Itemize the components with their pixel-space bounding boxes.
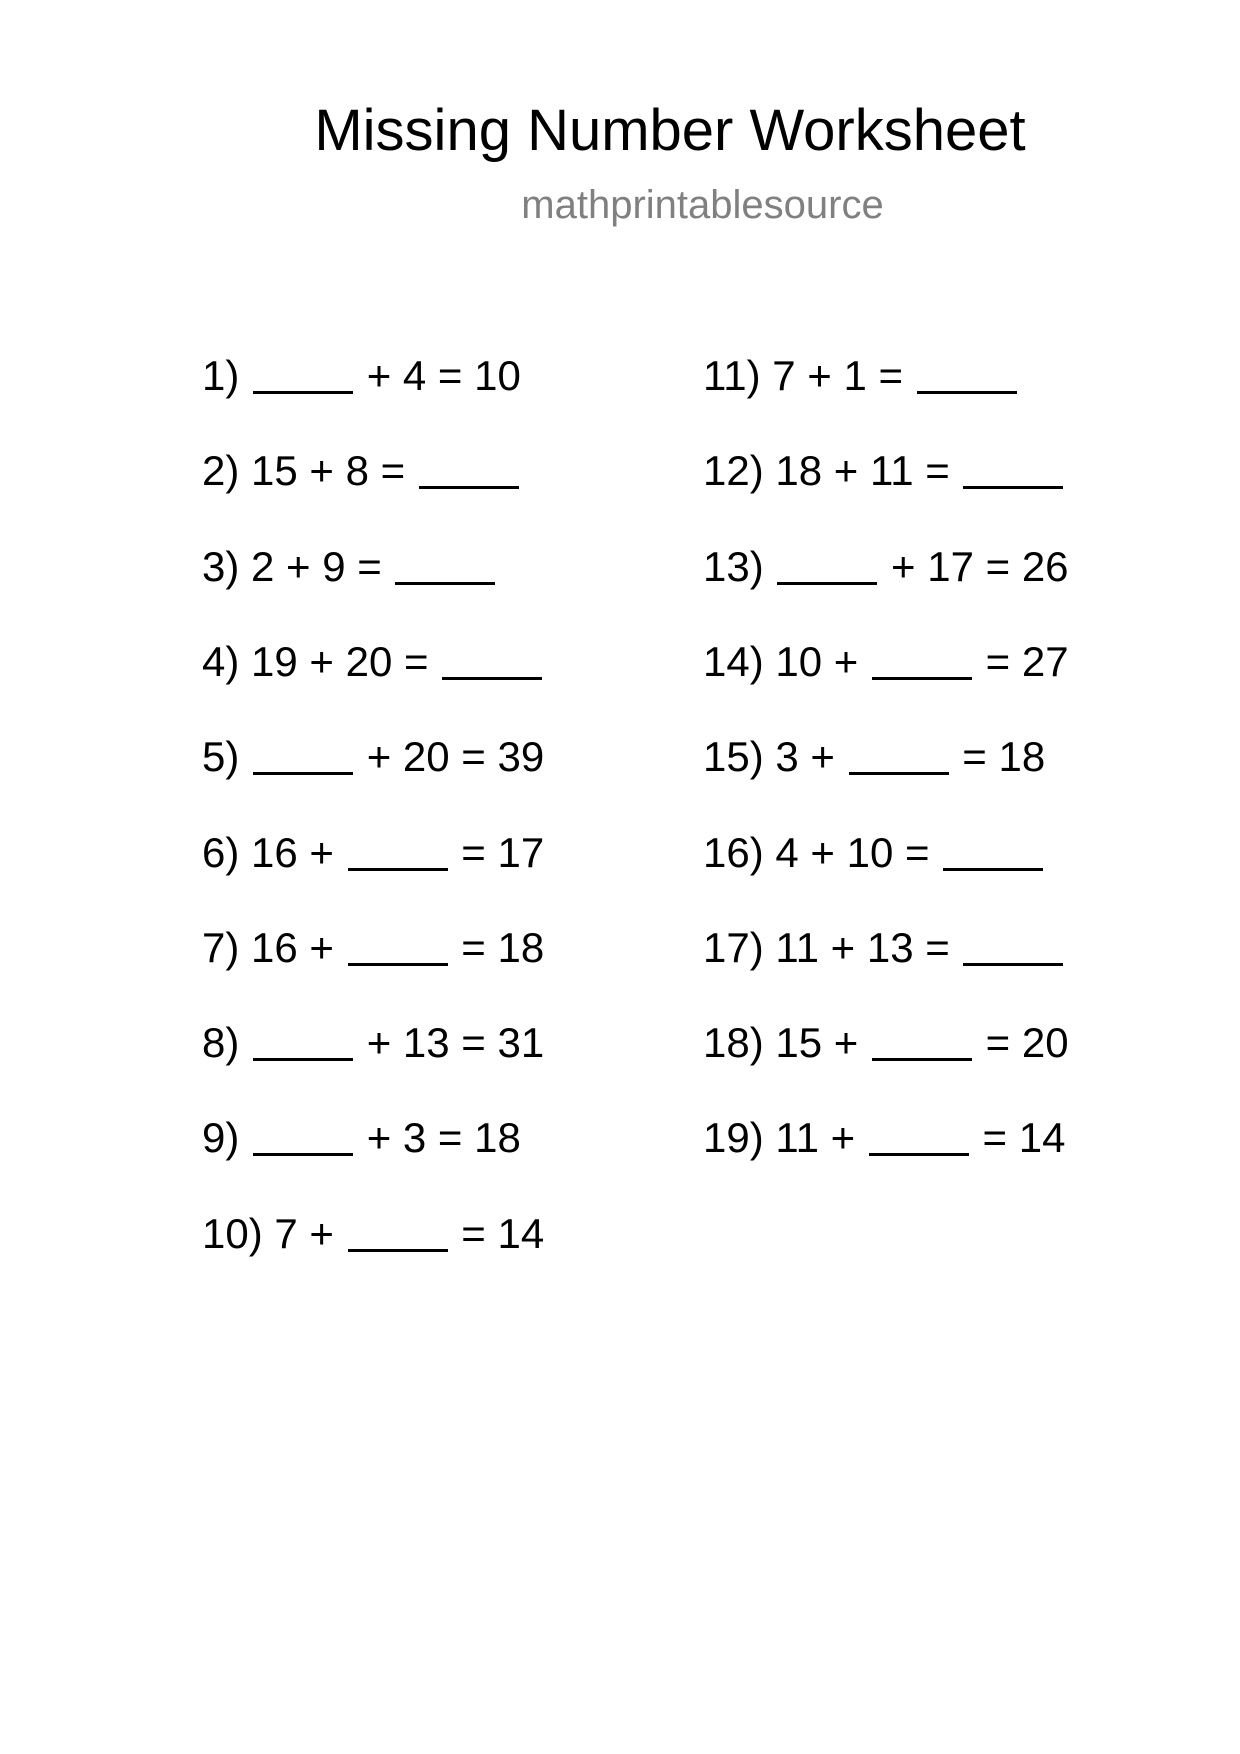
problem-item	[703, 447, 1065, 495]
problem-text: + 20 = 39	[355, 733, 545, 781]
problem-item	[202, 352, 521, 400]
answer-blank[interactable]	[395, 582, 495, 585]
problem-number: 3)	[202, 542, 240, 590]
problem-number: 8)	[202, 1019, 240, 1067]
problem-text: 19 + 20 =	[239, 637, 441, 685]
problem-text: + 17 = 26	[879, 542, 1069, 590]
problem-number: 11)	[703, 352, 761, 399]
problem-item	[202, 447, 521, 495]
problem-text: 11 +	[763, 1114, 867, 1162]
answer-blank[interactable]	[419, 486, 519, 489]
problem-text: = 20	[973, 1019, 1069, 1067]
problem-item	[202, 829, 544, 877]
answer-blank[interactable]	[869, 1153, 969, 1156]
problem-text: = 18	[950, 733, 1046, 781]
answer-blank[interactable]	[253, 1058, 353, 1061]
problem-number: 18)	[703, 1019, 764, 1067]
problem-text: 16 +	[239, 923, 346, 971]
answer-blank[interactable]	[917, 391, 1017, 394]
problem-number: 13)	[703, 542, 764, 590]
answer-blank[interactable]	[253, 391, 353, 394]
problem-number: 17)	[703, 923, 764, 971]
problem-number: 15)	[703, 733, 764, 781]
problem-item	[703, 924, 1065, 972]
problem-text: 7 + 1 =	[760, 352, 915, 399]
problem-item	[703, 1019, 1069, 1067]
answer-blank[interactable]	[348, 1249, 448, 1252]
problem-text: 7 +	[262, 1209, 346, 1257]
answer-blank[interactable]	[348, 963, 448, 966]
problem-text: + 4 = 10	[355, 352, 521, 399]
problem-text: 4 + 10 =	[763, 828, 942, 876]
page-subtitle: mathprintablesource	[521, 183, 884, 227]
problem-number: 14)	[703, 637, 764, 685]
problem-item	[703, 829, 1045, 877]
problem-text: = 18	[449, 923, 545, 971]
problem-number: 5)	[202, 733, 240, 781]
answer-blank[interactable]	[253, 772, 353, 775]
problem-number: 19)	[703, 1114, 764, 1162]
answer-blank[interactable]	[442, 677, 542, 680]
problem-number: 6)	[202, 828, 240, 876]
problem-item	[202, 638, 544, 686]
problem-text: + 3 = 18	[355, 1114, 521, 1162]
problem-number: 2)	[202, 447, 240, 495]
problem-text: 15 + 8 =	[239, 447, 417, 495]
problem-text: = 27	[973, 637, 1069, 685]
problem-item	[703, 1114, 1065, 1162]
answer-blank[interactable]	[963, 963, 1063, 966]
answer-blank[interactable]	[348, 868, 448, 871]
problem-text: = 14	[970, 1114, 1066, 1162]
problem-number: 4)	[202, 637, 240, 685]
answer-blank[interactable]	[963, 486, 1063, 489]
problem-text: 16 +	[239, 828, 346, 876]
problem-item	[703, 733, 1045, 781]
problem-item	[202, 924, 544, 972]
problem-text: = 14	[449, 1209, 545, 1257]
problem-number: 10)	[202, 1209, 263, 1257]
problem-item	[202, 1114, 521, 1162]
problem-item	[703, 543, 1069, 591]
problem-text: 2 + 9 =	[239, 542, 394, 590]
problem-text: + 13 = 31	[355, 1019, 545, 1067]
problem-text: 3 +	[763, 733, 847, 781]
answer-blank[interactable]	[777, 582, 877, 585]
problem-number: 16)	[703, 828, 764, 876]
problem-text: 10 +	[763, 637, 870, 685]
problem-number: 9)	[202, 1114, 240, 1162]
problem-item	[703, 638, 1069, 686]
problem-text: 18 + 11 =	[763, 447, 962, 495]
problem-item	[202, 1210, 544, 1258]
problem-item	[202, 543, 497, 591]
answer-blank[interactable]	[872, 1058, 972, 1061]
answer-blank[interactable]	[849, 772, 949, 775]
answer-blank[interactable]	[872, 677, 972, 680]
problem-number: 1)	[202, 352, 240, 399]
problem-number: 7)	[202, 923, 240, 971]
problem-text: 15 +	[763, 1019, 870, 1067]
page-title: Missing Number Worksheet	[314, 98, 1026, 163]
problem-item	[202, 1019, 544, 1067]
problem-number: 12)	[703, 447, 764, 495]
problem-text: = 17	[449, 828, 545, 876]
answer-blank[interactable]	[253, 1153, 353, 1156]
answer-blank[interactable]	[943, 868, 1043, 871]
problem-item	[703, 352, 1019, 400]
problem-text: 11 + 13 =	[763, 923, 962, 971]
problem-item	[202, 733, 544, 781]
